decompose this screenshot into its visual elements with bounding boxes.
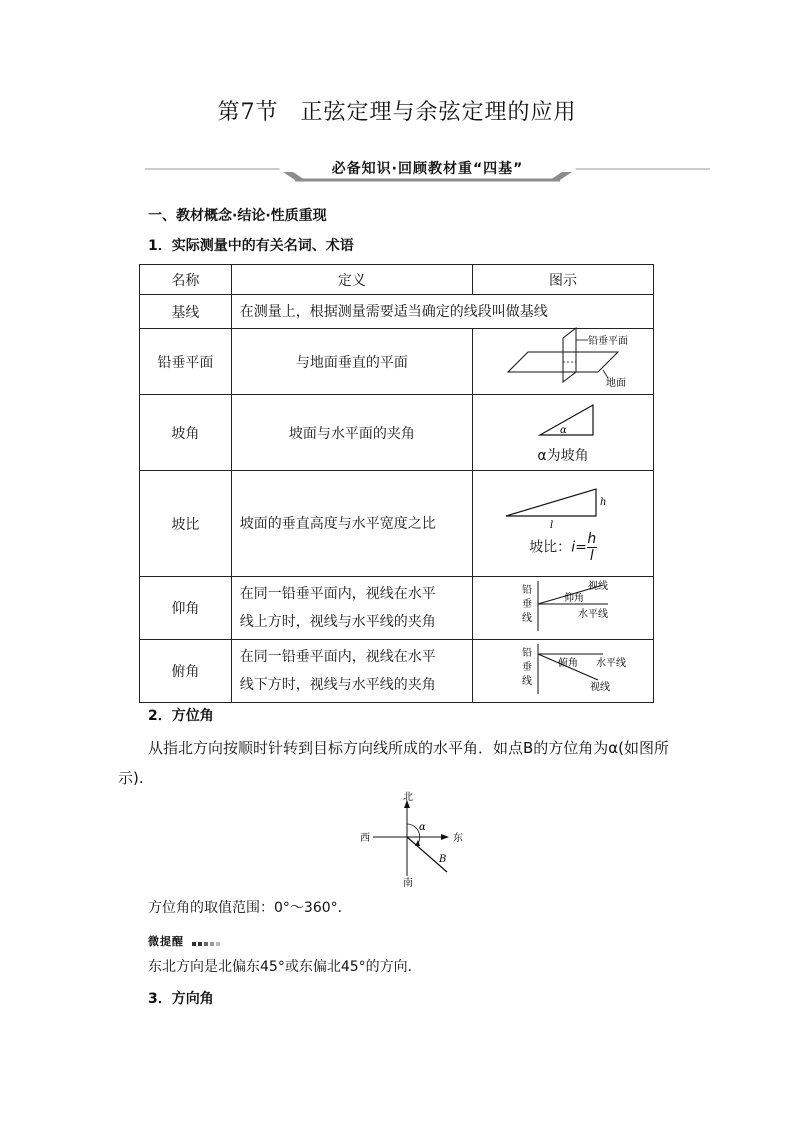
fraction-numerator: h [587, 531, 597, 547]
term-name: 坡角 [140, 395, 232, 471]
label-vertical-plane: 铅垂平面 [588, 335, 628, 347]
azimuth-range: 方位角的取值范围：0°～360°. [148, 900, 343, 916]
label-vertical-char: 线 [522, 676, 532, 687]
tip-label-row [148, 933, 222, 949]
section-number: 第7节 [217, 100, 279, 125]
elevation-angle-figure [478, 577, 648, 635]
term-name: 仰角 [140, 577, 232, 640]
depression-angle-figure [478, 640, 648, 698]
label-south: 南 [403, 878, 413, 889]
term-definition: 与地面垂直的平面 [231, 329, 472, 395]
tip-label: 微提醒 [148, 935, 184, 948]
table-row [140, 329, 654, 395]
figure-cell [473, 471, 654, 577]
figure-caption [473, 531, 653, 564]
vertical-plane-figure [478, 330, 648, 390]
label-horizontal-line: 水平线 [578, 609, 608, 620]
label-l: l [550, 520, 554, 531]
definition-line: 在同一铅垂平面内，视线在水平 [239, 649, 436, 665]
figure-cell [473, 577, 654, 640]
label-north: 北 [403, 792, 413, 803]
table-row [140, 577, 654, 640]
term-name: 坡比 [140, 471, 232, 577]
banner-text: 必备知识·回顾教材重“四基” [331, 161, 524, 177]
term-definition [231, 640, 472, 703]
label-elevation-angle: 仰角 [564, 593, 584, 604]
label-east: 东 [453, 833, 463, 844]
term-definition [231, 577, 472, 640]
section-banner [145, 150, 710, 188]
definition-line: 在同一铅垂平面内，视线在水平 [239, 586, 436, 602]
label-vertical-char: 垂 [522, 662, 532, 673]
label-sight-line: 视线 [588, 581, 608, 592]
term-name: 俯角 [140, 640, 232, 703]
header-definition: 定义 [231, 265, 472, 295]
term-definition: 在测量上，根据测量需要适当确定的线段叫做基线 [231, 295, 653, 329]
subheading-terms: 1．实际测量中的有关名词、术语 [148, 238, 354, 254]
fraction [587, 531, 597, 564]
figure-cell [473, 395, 654, 471]
label-west: 西 [360, 833, 370, 844]
header-figure: 图示 [473, 265, 654, 295]
label-point-b: B [439, 854, 447, 865]
tip-text: 东北方向是北偏东45°或东偏北45°的方向. [148, 959, 413, 975]
compass-figure [355, 790, 475, 890]
slope-ratio-figure [478, 483, 648, 531]
section-heading: 一、教材概念·结论·性质重现 [148, 208, 327, 224]
definition-line: 线上方时，视线与水平线的夹角 [239, 614, 436, 630]
caption-i: i= [571, 539, 587, 556]
fraction-denominator: l [589, 548, 594, 564]
page-title [0, 95, 794, 126]
subheading-direction-angle: 3．方向角 [148, 991, 214, 1007]
label-vertical-char: 铅 [522, 648, 532, 659]
figure-cell [473, 640, 654, 703]
header-name: 名称 [140, 265, 232, 295]
label-alpha: α [419, 822, 426, 833]
label-sight-line: 视线 [590, 682, 610, 693]
azimuth-paragraph: 从指北方向按顺时针转到目标方向线所成的水平角．如点B的方位角为α(如图所示). [118, 739, 670, 787]
label-h: h [600, 497, 607, 508]
label-horizontal-line: 水平线 [596, 658, 626, 669]
table-row [140, 395, 654, 471]
subheading-azimuth: 2．方位角 [148, 708, 214, 724]
figure-cell [473, 329, 654, 395]
terms-table [139, 264, 654, 703]
table-header-row [140, 265, 654, 295]
label-vertical-char: 线 [522, 613, 532, 624]
figure-caption: α为坡角 [537, 447, 589, 464]
table-row [140, 471, 654, 577]
term-name: 铅垂平面 [140, 329, 232, 395]
section-name: 正弦定理与余弦定理的应用 [300, 100, 577, 125]
label-vertical-char: 铅 [522, 585, 532, 596]
label-vertical-char: 垂 [522, 599, 532, 610]
caption-prefix: 坡比： [529, 539, 572, 556]
label-alpha: α [560, 424, 567, 436]
slope-angle-figure [478, 401, 648, 441]
table-row [140, 295, 654, 329]
term-definition: 坡面与水平面的夹角 [231, 395, 472, 471]
term-name: 基线 [140, 295, 232, 329]
term-definition: 坡面的垂直高度与水平宽度之比 [231, 471, 472, 577]
definition-line: 线下方时，视线与水平线的夹角 [239, 677, 436, 693]
table-row [140, 640, 654, 703]
tip-bars-icon [192, 936, 222, 949]
label-depression-angle: 俯角 [558, 658, 578, 669]
label-ground: 地面 [606, 377, 626, 389]
